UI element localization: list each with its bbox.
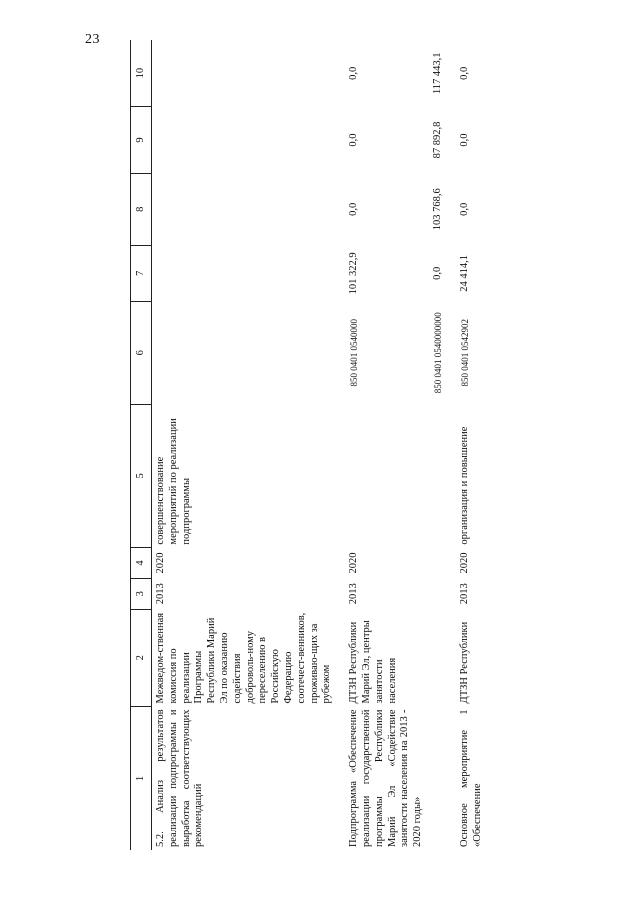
end-year: 2020	[348, 552, 360, 574]
expected-result: организация и повышение	[458, 426, 470, 545]
end-year: 2020	[458, 552, 470, 574]
expected-result	[338, 404, 429, 548]
table-row	[338, 40, 429, 850]
budget-code: 850 0401 0540000	[349, 319, 360, 387]
row-name: Основное мероприятие 1 «Обеспечение	[458, 709, 483, 847]
row-name: Подпрограмма «Обеспечение реализации государственной программы Республики Марий Эл «Содействие занятости населения на 2013 - 2020 годы»	[348, 709, 424, 847]
value-col-8: 0,0	[458, 202, 470, 216]
value-col-7: 24 414,1	[458, 254, 470, 292]
header-row	[131, 40, 152, 850]
budget-table	[130, 40, 488, 850]
header-cell-3: 3	[131, 578, 152, 609]
expected-result: совершенствование мероприятий по реализации подпрограммы	[155, 418, 192, 545]
start-year: 2013	[458, 583, 470, 605]
executor: Межведом-ственная комиссия по реализации Программы Республики Марий Эл по оказанию содействия доброволь-ному переселению в Российскую Федерацию соотечест-венников, проживаю-щих за рубежом	[155, 612, 333, 704]
value-col-9: 0,0	[348, 133, 360, 147]
executor: ДТЗН Республики	[458, 621, 470, 704]
row-name: 5.2. Анализ результатов реализации подпрограммы и выработка соответствующих рекомендаций	[155, 709, 205, 847]
row-name	[429, 706, 449, 850]
value-col-7: 0,0	[431, 266, 443, 280]
value-col-10	[152, 40, 339, 107]
value-col-8	[152, 173, 339, 245]
header-cell-9: 9	[131, 107, 152, 174]
header-cell-8: 8	[131, 173, 152, 245]
value-col-10: 0,0	[348, 66, 360, 80]
start-year: 2013	[155, 583, 166, 605]
value-col-9: 0,0	[458, 133, 470, 147]
start-year	[429, 578, 449, 609]
header-cell-7: 7	[131, 245, 152, 301]
header-cell-5: 5	[131, 404, 152, 548]
value-col-9: 87 892,8	[431, 121, 443, 159]
value-col-8: 103 768,6	[431, 188, 443, 231]
table-row	[152, 40, 339, 850]
header-cell-2: 2	[131, 609, 152, 706]
executor: ДТЗН Республики Марий Эл, центры занятости населения	[348, 620, 398, 704]
expected-result	[429, 404, 449, 548]
table-row	[429, 40, 449, 850]
value-col-7	[152, 245, 339, 301]
budget-code: 850 0401 0542902	[459, 319, 470, 387]
value-col-10: 117 443,1	[431, 52, 443, 95]
header-cell-10: 10	[131, 40, 152, 107]
value-col-10: 0,0	[458, 66, 470, 80]
budget-code	[152, 302, 339, 405]
value-col-8: 0,0	[348, 202, 360, 216]
header-cell-4: 4	[131, 548, 152, 579]
start-year: 2013	[348, 583, 360, 605]
page-number: 23	[85, 32, 100, 47]
end-year: 2020	[155, 552, 166, 574]
table-row	[449, 40, 489, 850]
value-col-9	[152, 107, 339, 174]
budget-code: 850 0401 0540000000	[432, 312, 443, 394]
executor	[429, 609, 449, 706]
header-cell-6: 6	[131, 302, 152, 405]
rotated-table-page	[130, 40, 590, 850]
header-cell-1: 1	[131, 706, 152, 850]
end-year	[429, 548, 449, 579]
value-col-7: 101 322,9	[348, 252, 360, 295]
